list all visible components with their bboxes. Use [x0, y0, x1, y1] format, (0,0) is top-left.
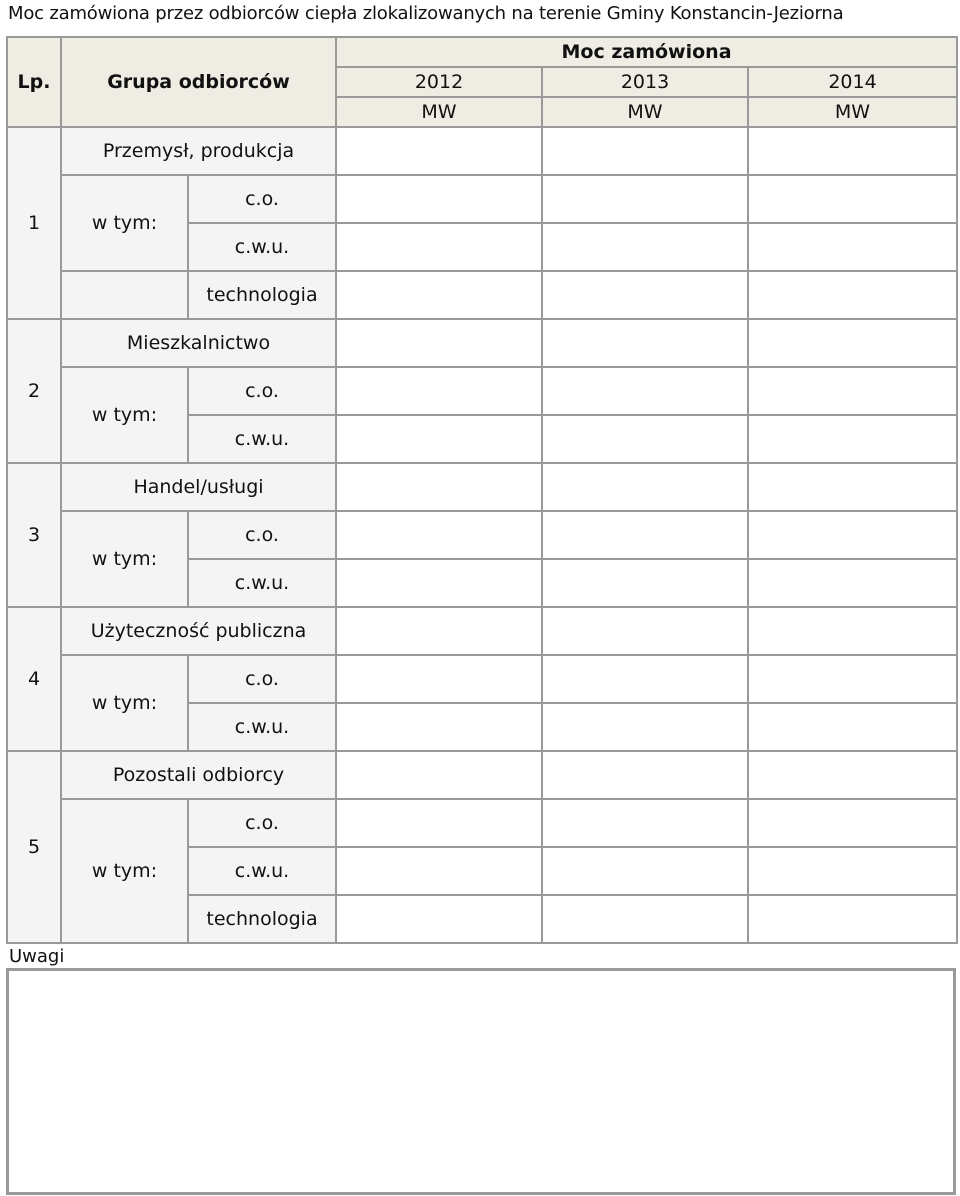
- header-moc-zamowiona: Moc zamówiona: [336, 37, 957, 67]
- group-name-2: Mieszkalnictwo: [61, 319, 336, 367]
- value-cell[interactable]: [336, 511, 542, 559]
- value-cell[interactable]: [748, 895, 957, 943]
- value-cell[interactable]: [336, 223, 542, 271]
- value-cell[interactable]: [542, 559, 748, 607]
- value-cell[interactable]: [542, 607, 748, 655]
- table-row: [7, 271, 957, 319]
- value-cell[interactable]: [748, 415, 957, 463]
- header-unit-2012: MW: [336, 97, 542, 127]
- value-cell[interactable]: [748, 367, 957, 415]
- value-cell[interactable]: [542, 655, 748, 703]
- group-name-4: Użyteczność publiczna: [61, 607, 336, 655]
- row-lp-1: 1: [7, 127, 61, 319]
- w-tym-label: w tym:: [61, 367, 188, 463]
- value-cell[interactable]: [542, 847, 748, 895]
- value-cell[interactable]: [748, 223, 957, 271]
- table-row: [7, 127, 957, 175]
- notes-box[interactable]: [6, 968, 956, 1195]
- sub-label: c.o.: [188, 367, 336, 415]
- header-unit-2013: MW: [542, 97, 748, 127]
- value-cell[interactable]: [542, 415, 748, 463]
- sub-label: technologia: [188, 895, 336, 943]
- value-cell[interactable]: [748, 127, 957, 175]
- header-year-2014: 2014: [748, 67, 957, 97]
- value-cell[interactable]: [748, 703, 957, 751]
- notes-label: Uwagi: [9, 946, 65, 967]
- row-lp-3: 3: [7, 463, 61, 607]
- row-lp-4: 4: [7, 607, 61, 751]
- row-lp-5: 5: [7, 751, 61, 943]
- group-name-5: Pozostali odbiorcy: [61, 751, 336, 799]
- value-cell[interactable]: [336, 367, 542, 415]
- value-cell[interactable]: [748, 271, 957, 319]
- value-cell[interactable]: [542, 463, 748, 511]
- value-cell[interactable]: [748, 799, 957, 847]
- value-cell[interactable]: [336, 319, 542, 367]
- value-cell[interactable]: [542, 319, 748, 367]
- value-cell[interactable]: [336, 175, 542, 223]
- header-unit-2014: MW: [748, 97, 957, 127]
- value-cell[interactable]: [748, 607, 957, 655]
- value-cell[interactable]: [542, 367, 748, 415]
- table-row: [7, 319, 957, 367]
- sub-label: c.o.: [188, 511, 336, 559]
- value-cell[interactable]: [336, 655, 542, 703]
- value-cell[interactable]: [748, 175, 957, 223]
- group-name-1: Przemysł, produkcja: [61, 127, 336, 175]
- sub-label-spacer: [61, 271, 188, 319]
- value-cell[interactable]: [336, 559, 542, 607]
- sub-label: c.o.: [188, 655, 336, 703]
- table-row: [7, 463, 957, 511]
- value-cell[interactable]: [542, 271, 748, 319]
- value-cell[interactable]: [542, 799, 748, 847]
- value-cell[interactable]: [748, 559, 957, 607]
- sub-label: c.w.u.: [188, 703, 336, 751]
- value-cell[interactable]: [542, 223, 748, 271]
- group-name-3: Handel/usługi: [61, 463, 336, 511]
- table-row: [7, 655, 957, 703]
- value-cell[interactable]: [748, 319, 957, 367]
- value-cell[interactable]: [748, 511, 957, 559]
- value-cell[interactable]: [542, 703, 748, 751]
- sub-label: c.w.u.: [188, 559, 336, 607]
- table-row: [7, 799, 957, 847]
- value-cell[interactable]: [336, 463, 542, 511]
- value-cell[interactable]: [336, 415, 542, 463]
- demand-table: [6, 36, 958, 944]
- sub-label: c.o.: [188, 175, 336, 223]
- table-row: [7, 751, 957, 799]
- value-cell[interactable]: [336, 847, 542, 895]
- value-cell[interactable]: [336, 607, 542, 655]
- sub-label: c.o.: [188, 799, 336, 847]
- value-cell[interactable]: [336, 127, 542, 175]
- page-title: Moc zamówiona przez odbiorców ciepła zlokalizowanych na terenie Gminy Konstancin-Jeziorna: [8, 3, 844, 24]
- w-tym-label: w tym:: [61, 511, 188, 607]
- value-cell[interactable]: [542, 511, 748, 559]
- table-row: [7, 367, 957, 415]
- value-cell[interactable]: [748, 463, 957, 511]
- sub-label: c.w.u.: [188, 415, 336, 463]
- value-cell[interactable]: [336, 271, 542, 319]
- value-cell[interactable]: [336, 895, 542, 943]
- value-cell[interactable]: [542, 751, 748, 799]
- header-year-2013: 2013: [542, 67, 748, 97]
- value-cell[interactable]: [336, 799, 542, 847]
- w-tym-label: w tym:: [61, 655, 188, 751]
- sub-label: c.w.u.: [188, 223, 336, 271]
- value-cell[interactable]: [748, 655, 957, 703]
- sub-label: technologia: [188, 271, 336, 319]
- value-cell[interactable]: [542, 175, 748, 223]
- value-cell[interactable]: [336, 703, 542, 751]
- value-cell[interactable]: [542, 127, 748, 175]
- sub-label: c.w.u.: [188, 847, 336, 895]
- row-lp-2: 2: [7, 319, 61, 463]
- value-cell[interactable]: [748, 847, 957, 895]
- value-cell[interactable]: [336, 751, 542, 799]
- table-row: [7, 511, 957, 559]
- table-row: [7, 607, 957, 655]
- value-cell[interactable]: [748, 751, 957, 799]
- value-cell[interactable]: [542, 895, 748, 943]
- header-group: Grupa odbiorców: [61, 37, 336, 127]
- header-lp: Lp.: [7, 37, 61, 127]
- w-tym-label: w tym:: [61, 175, 188, 271]
- w-tym-label: w tym:: [61, 799, 188, 943]
- table-row: [7, 175, 957, 223]
- header-year-2012: 2012: [336, 67, 542, 97]
